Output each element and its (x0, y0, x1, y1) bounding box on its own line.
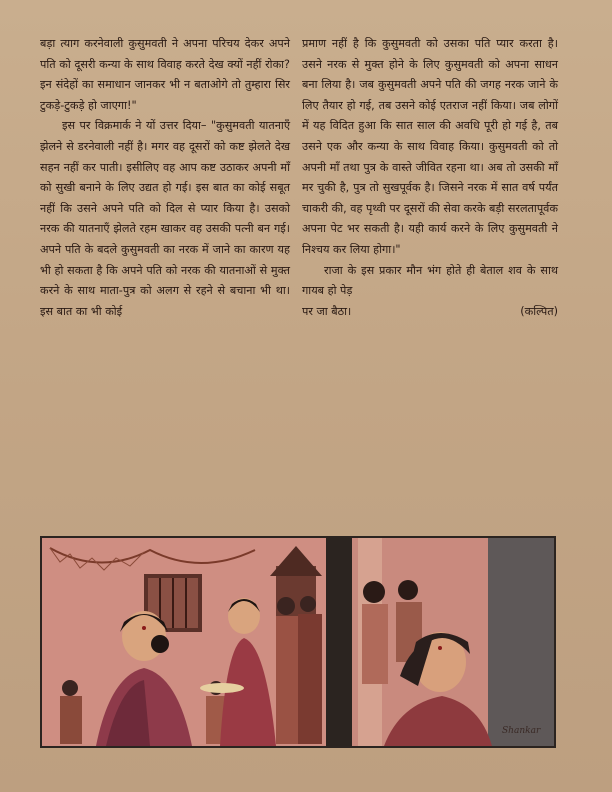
left-paragraph-1: बड़ा त्याग करनेवाली कुसुमवती ने अपना परिचय देकर अपने पति को दूसरी कन्या के साथ विवाह करते देख क्यों नहीं रोका? इन संदेहों का समाधान जानकर भी न बताओगे तो तुम्हारा सिर टुकड़े-टुकड़े हो जाएगा!" (40, 37, 290, 112)
right-paragraph-1: प्रमाण नहीं है कि कुसुमवती को उसका पति प्यार करता है। उसने नरक से मुक्त होने के लिए कुसुमवती को अपना साधन बना लिया है। जब कुसुमवती अपने पति की जगह नरक जाने के लिए तैयार हो गई, तब उसने कोई एतराज नहीं किया। जब लोगों में यह विदित हुआ कि सात साल की अवधि पूरी हो गई है, तब उसने एक और कन्या के साथ विवाह किया। कुसुमवती को तो अपनी माँ तथा पुत्र के वास्ते जीवित रहना था। अब तो उसकी माँ मर चुकी है, पुत्र तो सुखपूर्वक है। जिसने नरक में सात वर्ष पर्यंत चाकरी की, वह पृथ्वी पर दूसरों की सेवा करके बड़ी सरलतापूर्वक अपना पेट भर सकती है। यही कार्य करने के लिए कुसुमवती ने निश्चय कर लिया होगा।" (302, 37, 558, 256)
story-label: (कल्पित) (520, 304, 558, 318)
story-illustration (40, 536, 556, 748)
closing-line (302, 302, 558, 323)
right-paragraph-2: राजा के इस प्रकार मौन भंग होते ही बेताल शव के साथ गायब हो पेड़ (302, 263, 558, 298)
left-text-column (40, 34, 290, 322)
closing-text: पर जा बैठा। (302, 304, 352, 318)
artist-signature: Shankar (502, 726, 541, 736)
left-paragraph-2: इस पर विक्रमार्क ने यों उत्तर दिया– "कुसुमवती यातनाएँ झेलने से डरनेवाली नहीं है। मगर वह दूसरों को कष्ट झेलते देख सहन नहीं कर पाती। इसीलिए वह आप कष्ट उठाकर अपनी माँ को सुखी बनाने के लिए उद्यत हो गई। इस बात का कोई सबूत नहीं कि उसने अपने पति को दिल से प्यार किया है। उसको नरक की यातनाएँ झेलते रहम खाकर वह उसकी पत्नी बन गई। अपने पति के बदले कुसुमवती का नरक में जाने का कारण यह भी हो सकता है कि अपने पति को नरक की यातनाओं से मुक्त करने के साथ माता-पुत्र को अलग से रहने से बचाना भी था। इस बात का भी कोई (40, 119, 290, 318)
right-text-column (302, 34, 558, 322)
